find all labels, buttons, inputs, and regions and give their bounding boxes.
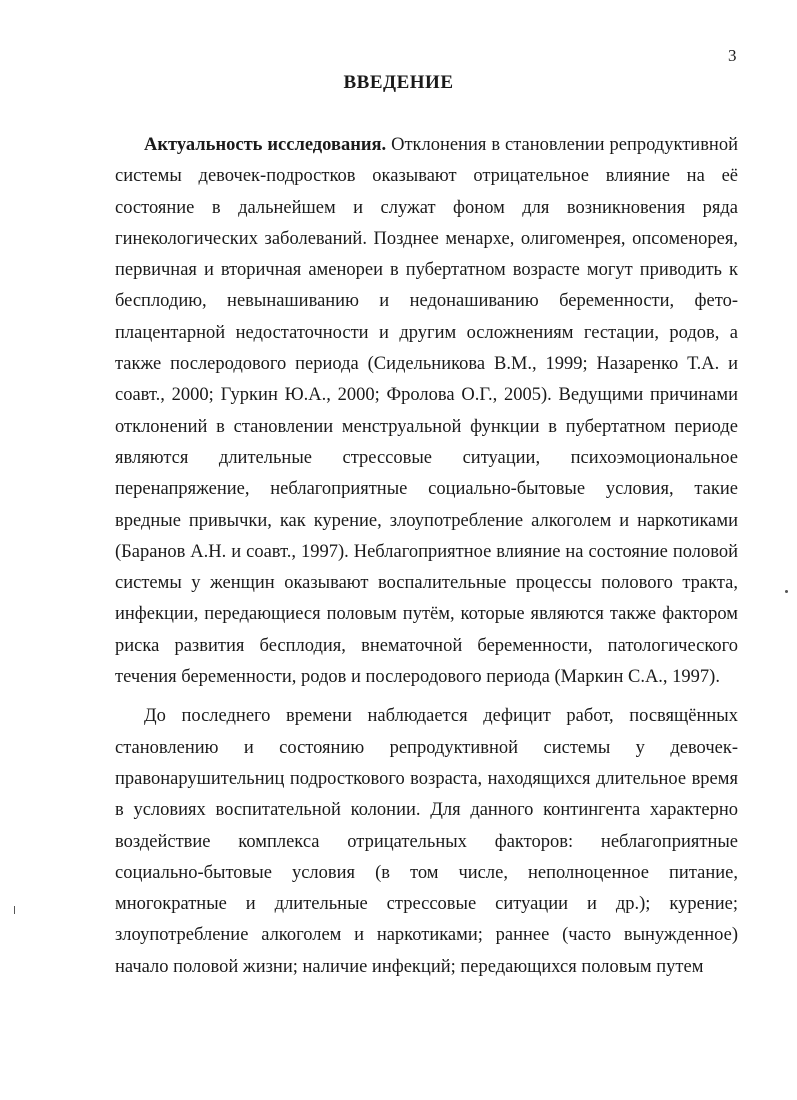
paragraph-lead: Актуальность исследования.: [144, 135, 387, 155]
page-number: 3: [728, 46, 737, 65]
scan-artifact-dot: [785, 590, 788, 593]
paragraph-text: До последнего времени наблюдается дефицит работ, посвящённых становлению и состоянию репродуктивной системы у девочек-правонарушительниц подросткового возраста, находящихся длительное время в условиях воспитательной колонии. Для данного контингента характерно воздействие комплекса отрицательных факторов: неблагоприятные социально-бытовые условия (в том числе, неполноценное питание, многократные и длительные стрессовые ситуации и др.); курение; злоупотребление алкоголем и наркотиками; раннее (часто вынужденное) начало половой жизни; наличие инфекций; передающихся половым путем: [115, 706, 738, 977]
page-title: ВВЕДЕНИЕ: [343, 72, 454, 93]
paragraph: [115, 701, 738, 983]
paragraph: [115, 130, 738, 693]
paragraph-text: Отклонения в становлении репродуктивной системы девочек-подростков оказывают отрицательное влияние на её состояние в дальнейшем и служат фоном для возникновения ряда гинекологических заболеваний. Позднее менархе, олигоменрея, опсоменорея, первичная и вторичная аменореи в пубертатном возрасте могут приводить к бесплодию, невынашиванию и недонашиванию беременности, фето-плацентарной недостаточности и другим осложнениям гестации, родов, а также послеродового периода (Сидельникова В.М., 1999; Назаренко Т.А. и соавт., 2000; Гуркин Ю.А., 2000; Фролова О.Г., 2005). Ведущими причинами отклонений в становлении менструальной функции в пубертатном периоде являются длительные стрессовые ситуации, психоэмоциональное перенапряжение, неблагоприятные социально-бытовые условия, такие вредные привычки, как курение, злоупотребление алкоголем и наркотиками (Баранов А.Н. и соавт., 1997). Неблагоприятное влияние на состояние половой системы у женщин оказывают воспалительные процессы полового тракта, инфекции, передающиеся половым путём, которые являются также фактором риска развития бесплодия, внематочной беременности, патологического течения беременности, родов и послеродового периода (Маркин С.А., 1997).: [115, 135, 738, 688]
body-text: [115, 130, 738, 983]
scan-artifact-tick: [14, 906, 15, 914]
